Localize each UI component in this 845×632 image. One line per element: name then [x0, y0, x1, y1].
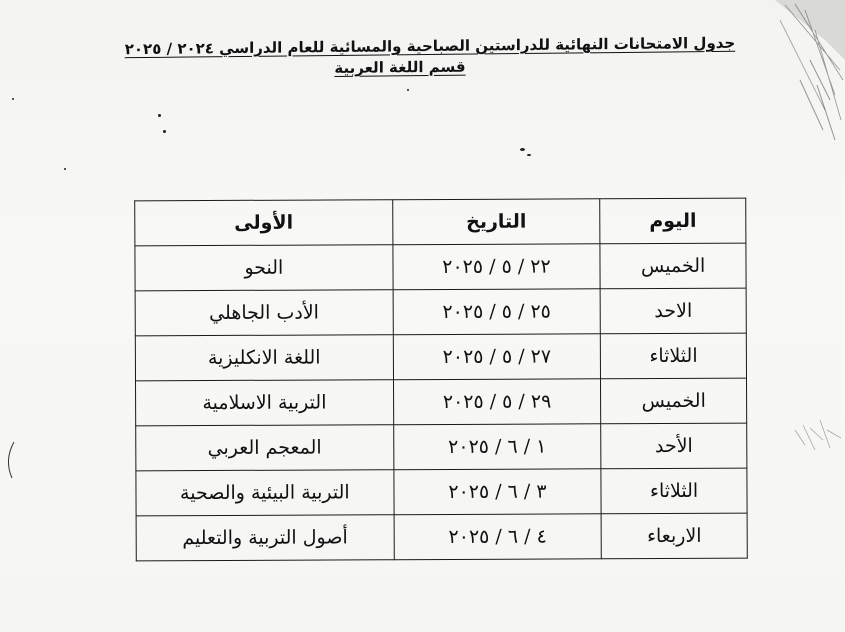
document-heading [90, 32, 770, 81]
table-row [136, 378, 747, 426]
scan-speck [158, 114, 161, 117]
table-row [136, 513, 747, 561]
scan-speck [163, 130, 166, 133]
scan-speck [527, 154, 531, 156]
table-header-row [135, 198, 746, 246]
exam-schedule-table [134, 198, 748, 562]
cell-subject: النحو [135, 245, 393, 291]
cell-subject: المعجم العربي [136, 425, 394, 471]
cell-date: ١ / ٦ / ٢٠٢٥ [393, 424, 601, 470]
cell-subject: اللغة الانكليزية [135, 335, 393, 381]
cell-date: ٢٥ / ٥ / ٢٠٢٥ [393, 289, 601, 335]
cell-day: الثلاثاء [601, 468, 747, 514]
table-row [135, 243, 746, 291]
cell-date: ٢٧ / ٥ / ٢٠٢٥ [393, 334, 601, 380]
table-row [135, 288, 746, 336]
table-row [135, 333, 746, 381]
cell-subject: التربية البيئية والصحية [136, 470, 394, 516]
cell-date: ٤ / ٦ / ٢٠٢٥ [394, 514, 602, 560]
scan-side-noise [775, 410, 845, 460]
scan-edge-mark [0, 440, 20, 480]
header-date: التاريخ [392, 199, 600, 245]
scan-speck [520, 148, 525, 151]
cell-day: الاربعاء [601, 513, 747, 559]
cell-day: الثلاثاء [601, 333, 747, 379]
header-subject: الأولى [135, 200, 393, 246]
scan-speck [64, 168, 66, 170]
scan-speck [12, 98, 14, 100]
cell-subject: التربية الاسلامية [136, 380, 394, 426]
cell-day: الخميس [601, 378, 747, 424]
cell-date: ٢٩ / ٥ / ٢٠٢٥ [393, 379, 601, 425]
document-title: جدول الامتحانات النهائية للدراستين الصباحية والمسائية للعام الدراسي ٢٠٢٤ / ٢٠٢٥ [124, 33, 736, 59]
cell-day: الاحد [600, 288, 746, 334]
cell-subject: أصول التربية والتعليم [136, 515, 394, 561]
cell-day: الخميس [600, 243, 746, 289]
scan-speck [407, 89, 409, 91]
table-row [136, 468, 747, 516]
table-row [136, 423, 747, 471]
scan-edge-noise [755, 0, 845, 150]
cell-date: ٣ / ٦ / ٢٠٢٥ [394, 469, 602, 515]
cell-day: الأحد [601, 423, 747, 469]
header-day: اليوم [600, 198, 746, 244]
cell-date: ٢٢ / ٥ / ٢٠٢٥ [393, 244, 601, 290]
cell-subject: الأدب الجاهلي [135, 290, 393, 336]
department-name: قسم اللغة العربية [334, 57, 466, 78]
